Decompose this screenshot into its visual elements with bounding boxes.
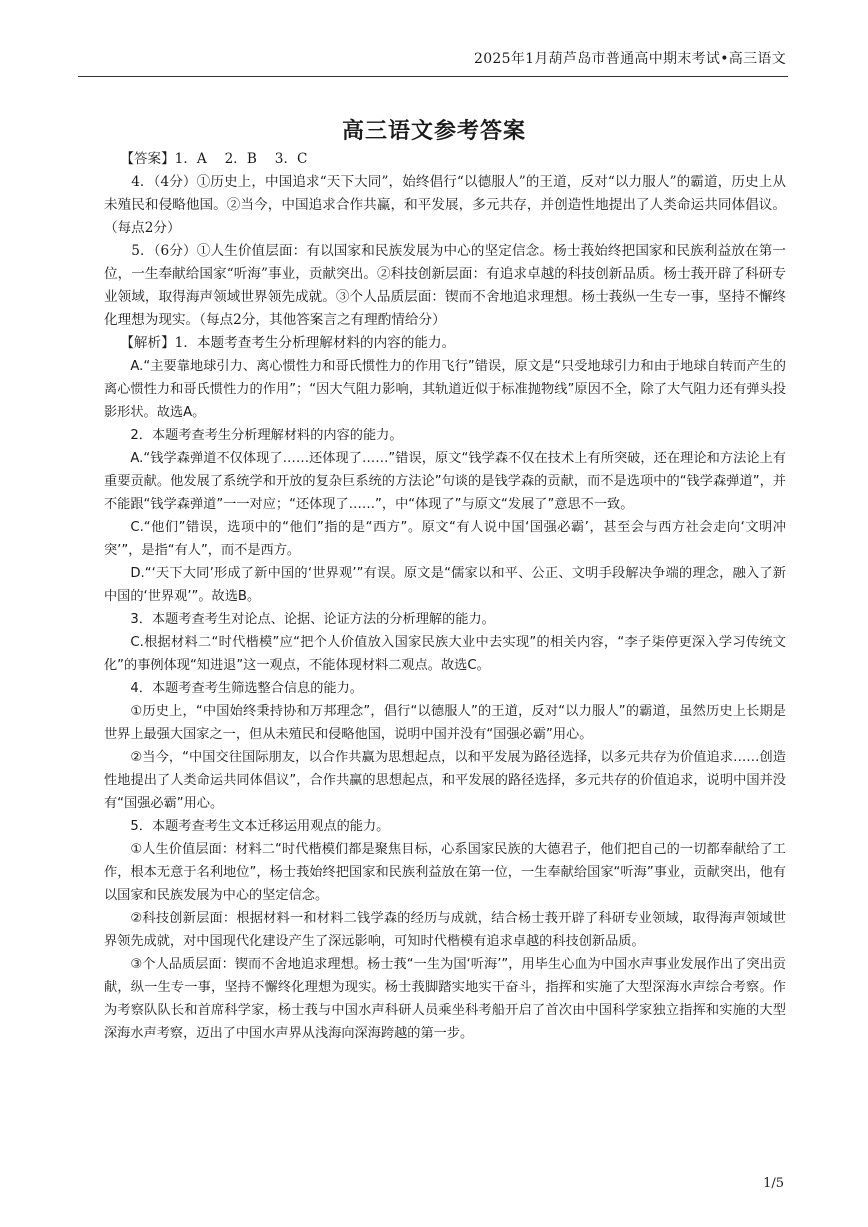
paragraph: ③个人品质层面：锲而不舍地追求理想。杨士莪“一生为国‘听海’”，用毕生心血为中国水声事业发展作出了突出贡献，纵一生专一事，坚持不懈终化理想为现实。杨士莪脚踏实地实干奋斗，指挥和实施了大型深海水声综合考察。作为考察队队长和首席科学家，杨士莪与中国水声科研人员乘坐科考船开启了首次由中国科学家独立指挥和实施的大型深海水声考察，迈出了中国水声界从浅海向深海跨越的第一步。 (104, 957, 786, 1041)
paragraph: 5．（6分）①人生价值层面：有以国家和民族发展为中心的坚定信念。杨士莪始终把国家和民族利益放在第一位，一生奉献给国家“听海”事业，贡献突出。②科技创新层面：有追求卓越的科技创新品质。杨士莪开辟了科研专业领域，取得海声领域世界领先成就。③个人品质层面：锲而不舍地追求理想。杨士莪纵一生专一事，坚持不懈终化理想为现实。（每点2分，其他答案言之有理酌情给分） (104, 243, 786, 328)
paragraph: ①历史上，“中国始终秉持协和万邦理念”，倡行“以德服人”的王道，反对“以力服人”的霸道，虽然历史上长期是世界上最强大国家之一，但从未殖民和侵略他国，说明中国并没有“国强必霸”用心。 (104, 704, 786, 742)
paragraph: C.“他们”错误，选项中的“他们”指的是“西方”。原文“有人说中国‘国强必霸’，甚至会与西方社会走向‘文明冲突’”，是指“有人”，而不是西方。 (104, 520, 786, 558)
paragraph: A.“钱学森弹道不仅体现了……还体现了……”错误，原文“钱学森不仅在技术上有所突破，还在理论和方法论上有重要贡献。他发展了系统学和开放的复杂巨系统的方法论”句谈的是钱学森的贡献，而不是选项中的“钱学森弹道”，并不能跟“钱学森弹道”一一对应；“还体现了……”，中“体现了”与原文“发展了”意思不一致。 (104, 451, 786, 512)
header-rule (78, 76, 788, 77)
paragraph: 3．本题考查考生对论点、论据、论证方法的分析理解的能力。 (130, 612, 495, 627)
document-title: 高三语文参考答案 (341, 119, 526, 144)
paragraph: ①人生价值层面：材料二“时代楷模们都是聚焦目标，心系国家民族的大德君子，他们把自己的一切都奉献给了工作，根本无意于名利地位”，杨士莪始终把国家和民族利益放在第一位，一生奉献给国家“听海”事业，贡献突出，他有以国家和民族发展为中心的坚定信念。 (104, 842, 786, 903)
paragraph: ②科技创新层面：根据材料一和材料二钱学森的经历与成就，结合杨士莪开辟了科研专业领域，取得海声领域世界领先成就，对中国现代化建设产生了深远影响，可知时代楷模有追求卓越的科技创新品质。 (104, 911, 786, 949)
paragraph: C.根据材料二“时代楷模”应“把个人价值放入国家民族大业中去实现”的相关内容，“李子柒停更深入学习传统文化”的事例体现“知进退”这一观点，不能体现材料二观点。故选C。 (104, 635, 786, 673)
paragraph: 4．（4分）①历史上，中国追求“天下大同”，始终倡行“以德服人”的王道，反对“以力服人”的霸道，历史上从未殖民和侵略他国。②当今，中国追求合作共赢，和平发展，多元共存，并创造性地提出了人类命运共同体倡议。（每点2分） (104, 174, 786, 236)
paragraph: 2．本题考查考生分析理解材料的内容的能力。 (130, 428, 403, 443)
page-header: 2025年1月葫芦岛市普通高中期末考试•高三语文 (474, 51, 786, 67)
answer-content (104, 148, 786, 1045)
paragraph: 【解析】1．本题考查考生分析理解材料的内容的能力。 (120, 335, 456, 351)
paragraph: A.“主要靠地球引力、离心惯性力和哥氏惯性力的作用飞行”错误，原文是“只受地球引力和由于地球自转而产生的离心惯性力和哥氏惯性力的作用”；“因大气阻力影响，其轨道近似于标准抛物线”原因不全，除了大气阻力还有弹头投影形状。故选A。 (104, 359, 786, 420)
paragraph: 5．本题考查考生文本迁移运用观点的能力。 (130, 819, 390, 834)
paragraph: 【答案】1．A 2．B 3．C (120, 151, 308, 167)
page-number: 1/5 (763, 1176, 784, 1191)
paragraph: D.“‘天下大同’形成了新中国的‘世界观’”有误。原文是“儒家以和平、公正、文明手段解决争端的理念，融入了新中国的‘世界观’”。故选B。 (104, 566, 786, 604)
paragraph: ②当今，“中国交往国际朋友，以合作共赢为思想起点，以和平发展为路径选择，以多元共存为价值追求……创造性地提出了人类命运共同体倡议”，合作共赢的思想起点，和平发展的路径选择，多元共存的价值追求，说明中国并没有“国强必霸”用心。 (104, 750, 786, 811)
paragraph: 4．本题考查考生筛选整合信息的能力。 (130, 681, 363, 696)
